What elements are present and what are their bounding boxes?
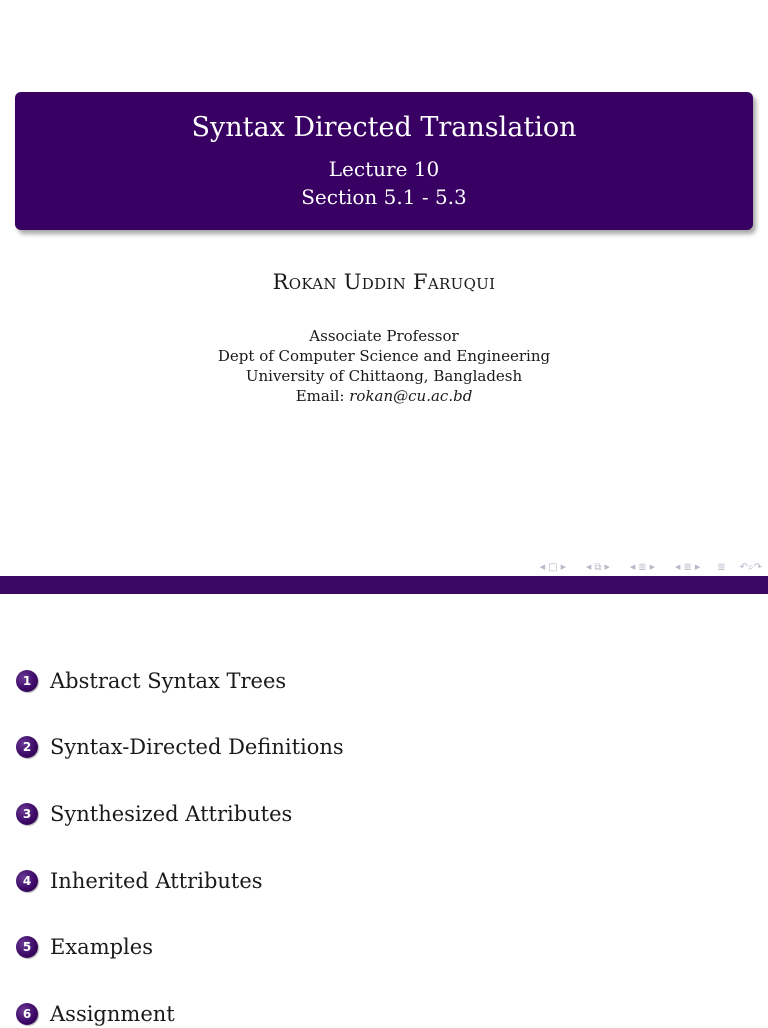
author-department: Dept of Computer Science and Engineering bbox=[217, 347, 551, 365]
search-icon[interactable]: ⌕ bbox=[748, 561, 754, 573]
outline-number-bullet: 1 bbox=[16, 670, 38, 692]
frame-icon[interactable]: □ bbox=[548, 561, 558, 573]
outline-number-bullet: 5 bbox=[16, 936, 38, 958]
nav-next-arrow-icon[interactable]: ▶ bbox=[560, 563, 566, 571]
author-name: Rokan Uddin Faruqui bbox=[272, 270, 496, 294]
outline-item-label: Syntax-Directed Definitions bbox=[50, 735, 344, 759]
nav-frame-group[interactable] bbox=[537, 562, 569, 573]
subsection-icon[interactable]: ⧉ bbox=[594, 561, 602, 573]
outline-number-bullet: 3 bbox=[16, 803, 38, 825]
forward-icon[interactable]: ↷ bbox=[753, 561, 762, 573]
outline-number-bullet: 4 bbox=[16, 870, 38, 892]
outline-number-bullet: 2 bbox=[16, 736, 38, 758]
outline-item[interactable] bbox=[16, 733, 344, 761]
nav-next-arrow-icon[interactable]: ▶ bbox=[649, 563, 656, 571]
outline-item-label: Examples bbox=[50, 935, 153, 959]
beamer-navigation-bar bbox=[523, 560, 762, 574]
author-email[interactable]: rokan@cu.ac.bd bbox=[349, 387, 473, 405]
section-icon[interactable]: ≣ bbox=[683, 561, 692, 573]
nav-prev-arrow-icon[interactable]: ◀ bbox=[539, 563, 546, 571]
outline-item-label: Synthesized Attributes bbox=[50, 802, 293, 826]
outline-item-label: Inherited Attributes bbox=[50, 869, 263, 893]
nav-section-group[interactable] bbox=[627, 562, 658, 573]
nav-prev-arrow-icon[interactable]: ◀ bbox=[675, 563, 681, 571]
lecture-number: Lecture 10 bbox=[328, 157, 440, 181]
outline-item-label: Assignment bbox=[50, 1002, 175, 1026]
outline-item[interactable] bbox=[16, 867, 263, 895]
outline-item[interactable] bbox=[16, 800, 292, 828]
outline-slide bbox=[0, 594, 768, 1024]
nav-document-group[interactable] bbox=[717, 562, 725, 573]
nav-prev-arrow-icon[interactable]: ◀ bbox=[629, 563, 636, 571]
slide-title: Syntax Directed Translation bbox=[191, 112, 577, 143]
nav-tools-group[interactable] bbox=[740, 562, 762, 573]
nav-prev-arrow-icon[interactable]: ◀ bbox=[585, 563, 592, 571]
outline-item-label: Abstract Syntax Trees bbox=[50, 669, 287, 693]
back-icon[interactable]: ↶ bbox=[739, 561, 748, 573]
slide-separator bbox=[0, 576, 768, 594]
outline-item[interactable] bbox=[16, 667, 286, 695]
nav-subsection-group[interactable] bbox=[583, 562, 613, 573]
section-icon[interactable]: ≣ bbox=[638, 561, 647, 573]
document-icon[interactable]: ≣ bbox=[717, 561, 726, 573]
nav-next-arrow-icon[interactable]: ▶ bbox=[604, 563, 610, 571]
nav-section2-group[interactable] bbox=[672, 562, 703, 573]
author-email-line bbox=[0, 386, 768, 406]
outline-item[interactable] bbox=[16, 933, 153, 961]
nav-next-arrow-icon[interactable]: ▶ bbox=[694, 563, 701, 571]
author-university: University of Chittaong, Bangladesh bbox=[245, 367, 523, 385]
title-box bbox=[15, 92, 753, 230]
section-range: Section 5.1 - 5.3 bbox=[301, 185, 467, 209]
email-label: Email: bbox=[295, 387, 345, 405]
outline-number-bullet: 6 bbox=[16, 1003, 38, 1025]
author-position: Associate Professor bbox=[309, 327, 459, 345]
